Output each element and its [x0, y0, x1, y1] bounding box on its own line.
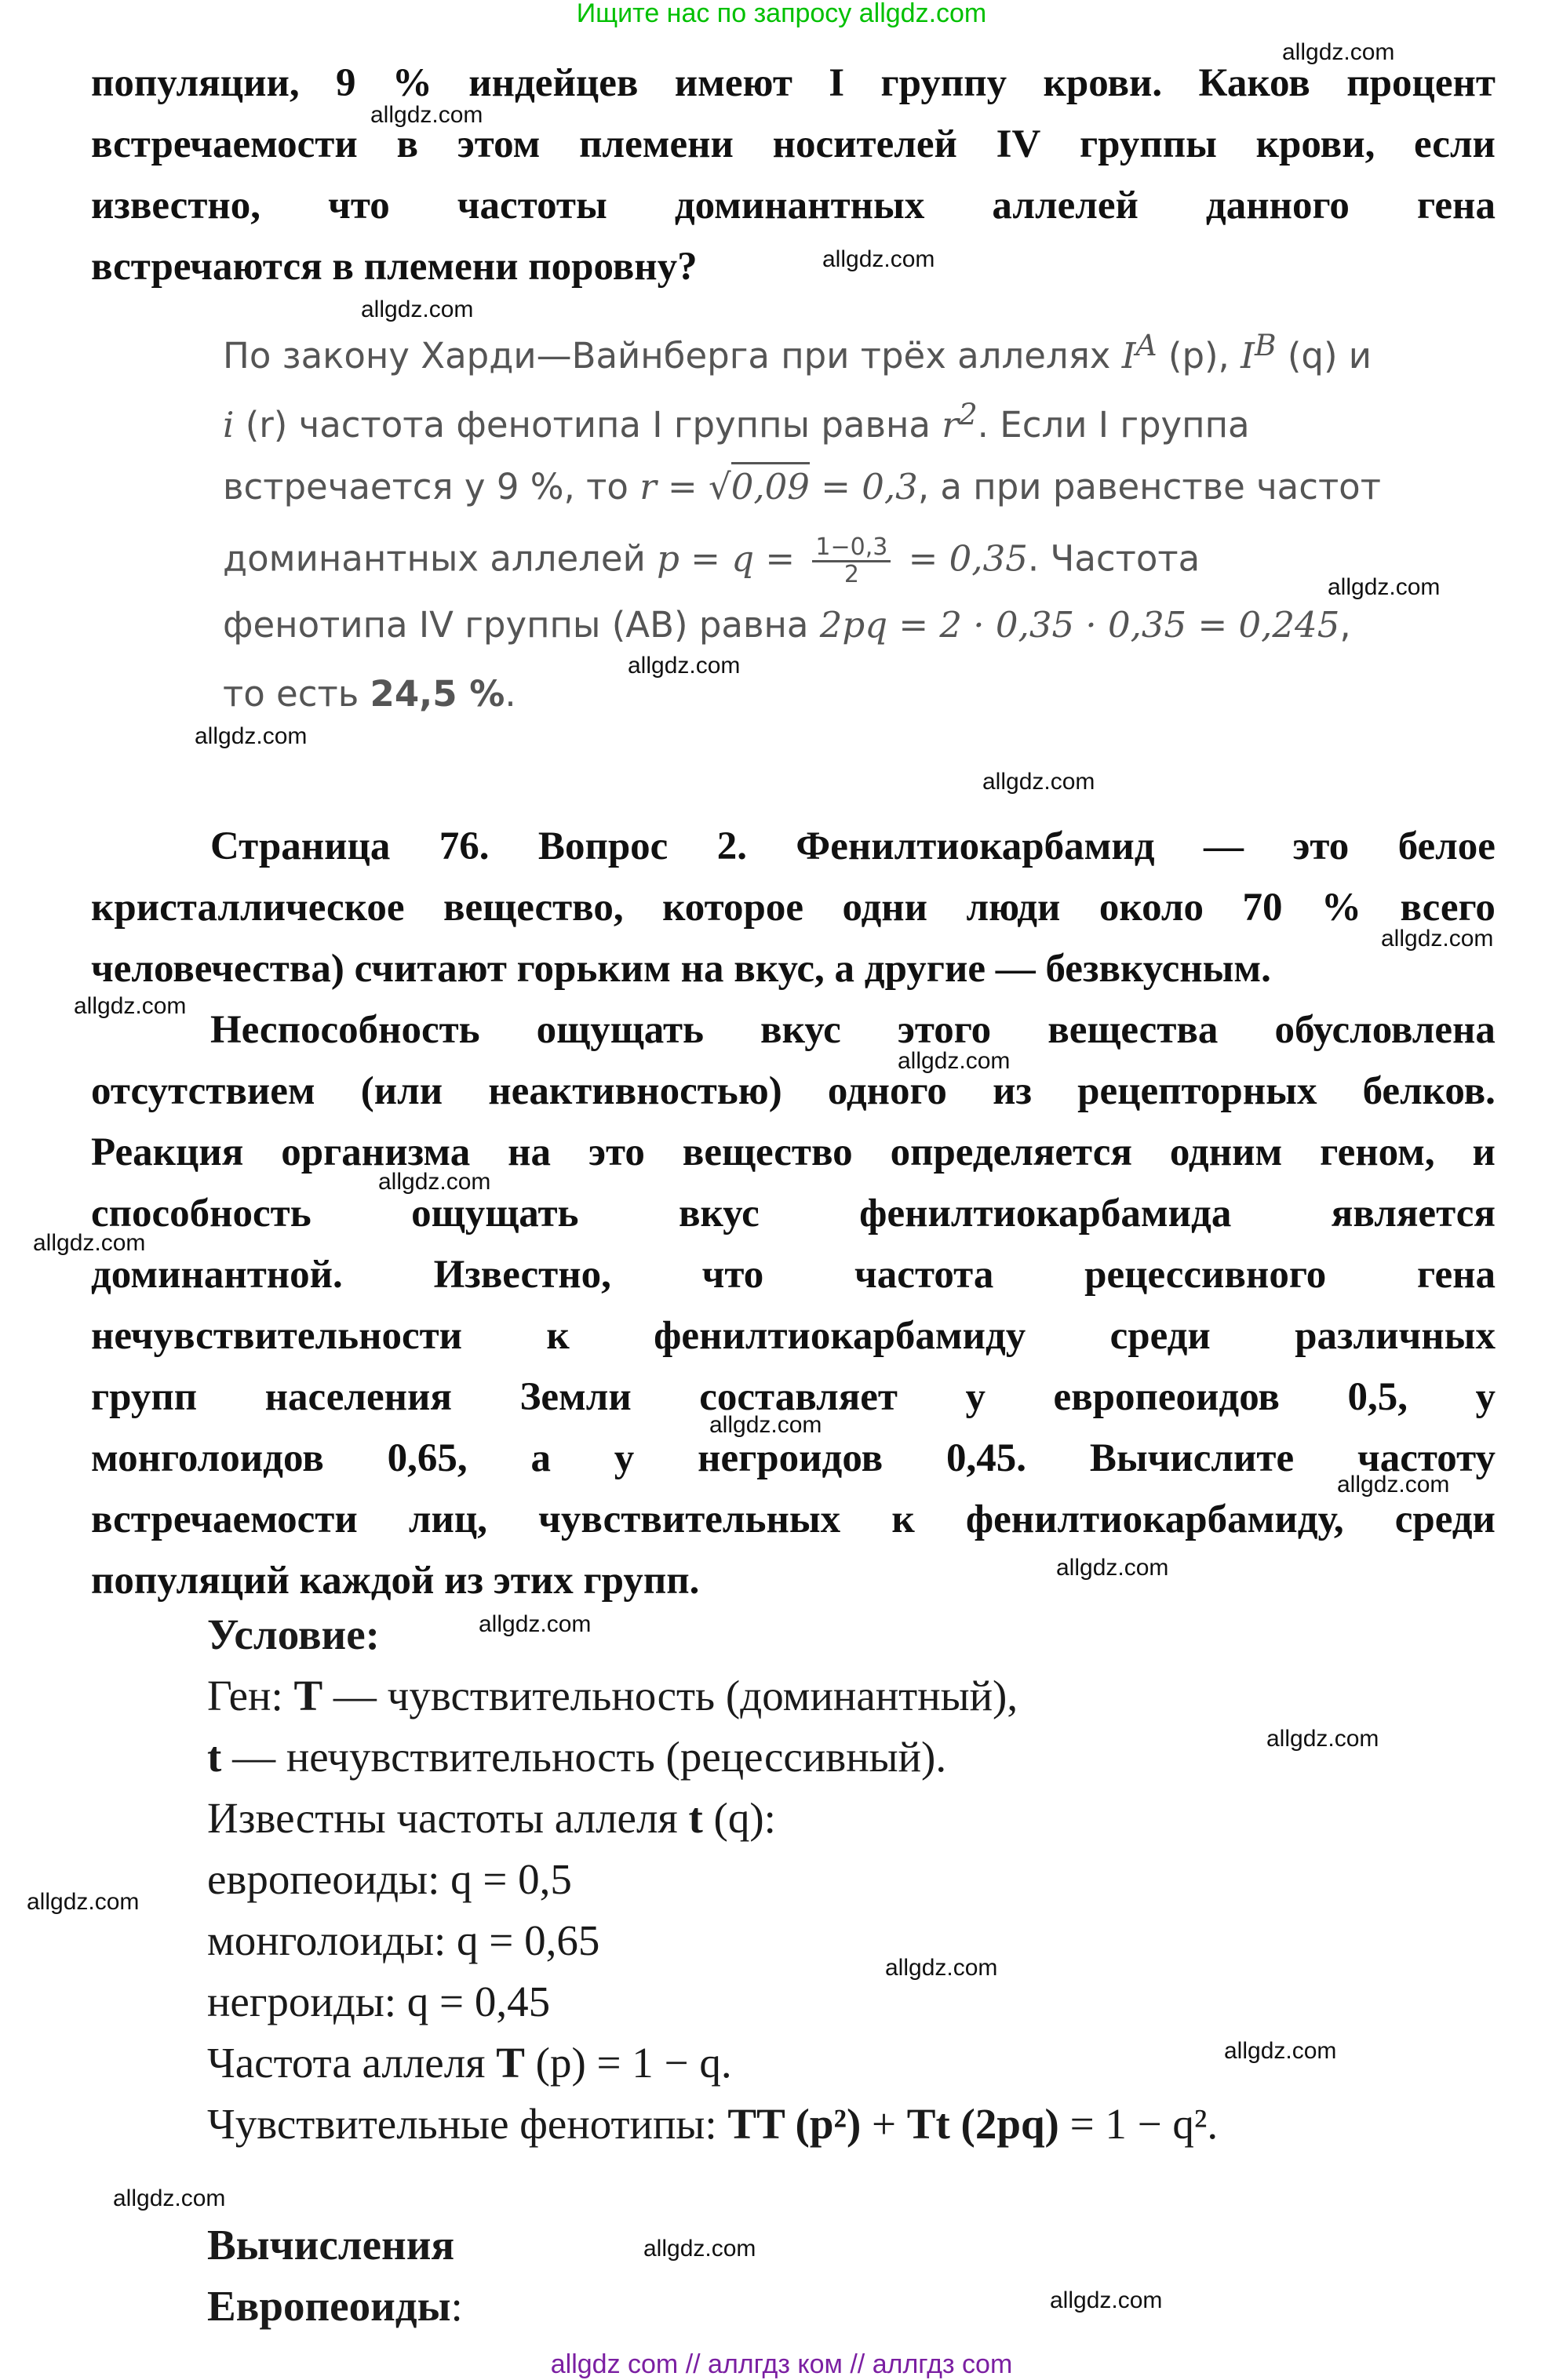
- solution-1-line-1: По закону Харди—Вайнберга при трёх аллелях $I^A$ (p), $I^B$ (q) и: [223, 328, 1372, 377]
- condition-gene-t: t — нечувствительность (рецессивный).: [207, 1733, 947, 1781]
- word: у: [965, 1375, 986, 1419]
- paragraph-line: [91, 1244, 1496, 1305]
- word: индейцев: [468, 61, 639, 105]
- word: частота: [854, 1253, 994, 1297]
- word: вещество: [682, 1130, 853, 1174]
- word: и: [1472, 1130, 1496, 1174]
- word: монголоидов: [91, 1436, 324, 1480]
- word: из: [993, 1069, 1032, 1113]
- word: Реакция: [91, 1130, 244, 1174]
- paragraph-line: [91, 1305, 1496, 1366]
- word: европеоидов: [1053, 1375, 1280, 1419]
- word: среди: [1394, 1498, 1496, 1541]
- paragraph-line: [210, 999, 1496, 1061]
- word: лиц,: [408, 1498, 488, 1541]
- word: у: [614, 1436, 635, 1480]
- paragraph-line: [91, 175, 1496, 236]
- word: люди: [966, 886, 1061, 930]
- paragraph-line: [91, 1061, 1496, 1122]
- word: %: [1321, 886, 1361, 930]
- word: одного: [827, 1069, 947, 1113]
- word: является: [1331, 1192, 1496, 1235]
- word: %: [392, 61, 432, 105]
- word: популяций каждой из этих групп.: [91, 1559, 700, 1603]
- word: I: [829, 61, 845, 105]
- condition-europeoids: европеоиды: q = 0,5: [207, 1855, 572, 1903]
- word: Фенилтиокарбамид: [796, 824, 1155, 868]
- paragraph-line: [91, 114, 1496, 175]
- word: этом: [457, 122, 541, 166]
- condition-negroids: негроиды: q = 0,45: [207, 1978, 551, 2025]
- word: всего: [1400, 886, 1496, 930]
- word: 2.: [716, 824, 747, 868]
- condition-gene-T: Ген: T — чувствительность (доминантный),: [207, 1672, 1018, 1719]
- condition-heading: Условие:: [207, 1610, 380, 1658]
- word: в: [396, 122, 419, 166]
- word: определяется: [890, 1130, 1132, 1174]
- word: имеют: [674, 61, 792, 105]
- word: Вопрос: [537, 824, 669, 868]
- word: известно,: [91, 184, 261, 227]
- word: одни: [842, 886, 928, 930]
- watermark: allgdz.com: [643, 2236, 756, 2262]
- watermark: allgdz.com: [885, 1955, 998, 1981]
- word: частоты: [457, 184, 607, 227]
- watermark: allgdz.com: [27, 1889, 140, 1915]
- watermark: allgdz.com: [709, 1412, 822, 1438]
- word: —: [1203, 824, 1244, 868]
- word: организма: [281, 1130, 471, 1174]
- word: что: [328, 184, 390, 227]
- watermark: allgdz.com: [33, 1230, 146, 1256]
- word: популяции,: [91, 61, 300, 105]
- word: IV: [996, 122, 1041, 166]
- word: 0,45.: [945, 1436, 1026, 1480]
- word: доминантных: [674, 184, 925, 227]
- watermark: allgdz.com: [1337, 1472, 1450, 1498]
- solution-1-line-6: то есть 24,5 %.: [223, 673, 516, 715]
- solution-1-line-4: доминантных аллелей p = q = $\frac{1-0,3}{2}$ = 0,35. Частота: [223, 533, 1200, 588]
- word: способность: [91, 1192, 312, 1235]
- word: отсутствием: [91, 1069, 315, 1113]
- paragraph-line: [91, 1489, 1496, 1550]
- word: гена: [1416, 1253, 1496, 1297]
- word: среди: [1109, 1314, 1211, 1358]
- word: на: [508, 1130, 552, 1174]
- word: Вычислите: [1089, 1436, 1295, 1480]
- watermark: allgdz.com: [982, 769, 1095, 795]
- word: Земли: [519, 1375, 632, 1419]
- word: кристаллическое: [91, 886, 405, 930]
- word: человечества) считают горьким на вкус, а другие — безвкусным.: [91, 947, 1271, 991]
- word: негроидов: [698, 1436, 884, 1480]
- word: (или: [360, 1069, 443, 1113]
- word: 70: [1242, 886, 1283, 930]
- word: носителей: [772, 122, 957, 166]
- word: различных: [1295, 1314, 1496, 1358]
- word: составляет: [699, 1375, 898, 1419]
- solution-1-line-2: i (r) частота фенотипа I группы равна $r^2$. Если I группа: [223, 397, 1250, 446]
- word: частоту: [1357, 1436, 1496, 1480]
- watermark: allgdz.com: [1050, 2287, 1163, 2313]
- watermark: allgdz.com: [1224, 2038, 1337, 2064]
- word: вещество,: [443, 886, 624, 930]
- word: фенилтиокарбамиду,: [965, 1498, 1344, 1541]
- watermark: allgdz.com: [1056, 1555, 1169, 1581]
- watermark: allgdz.com: [370, 102, 483, 128]
- word: фенилтиокарбамиду: [654, 1314, 1026, 1358]
- word: геном,: [1320, 1130, 1435, 1174]
- paragraph-line: [91, 1550, 1496, 1611]
- word: чувствительных: [538, 1498, 841, 1541]
- word: которое: [662, 886, 803, 930]
- word: вещества: [1047, 1008, 1219, 1052]
- word: группу: [880, 61, 1007, 105]
- word: неактивностью): [488, 1069, 782, 1113]
- word: встречаемости: [91, 122, 358, 166]
- word: это: [1292, 824, 1350, 868]
- word: ощущать: [536, 1008, 704, 1052]
- paragraph-line: [91, 1183, 1496, 1244]
- word: гена: [1416, 184, 1496, 227]
- word: если: [1414, 122, 1496, 166]
- calculations-heading: Вычисления: [207, 2221, 455, 2269]
- word: 76.: [439, 824, 490, 868]
- solution-1-line-5: фенотипа IV группы (AB) равна 2pq = 2 · 0,35 · 0,35 = 0,245,: [223, 604, 1351, 646]
- word: ощущать: [411, 1192, 579, 1235]
- watermark: allgdz.com: [1328, 574, 1441, 600]
- watermark: allgdz.com: [74, 993, 187, 1019]
- word: аллелей: [992, 184, 1139, 227]
- watermark: allgdz.com: [1266, 1726, 1379, 1752]
- word: белков.: [1362, 1069, 1496, 1113]
- word: крови,: [1255, 122, 1375, 166]
- word: групп: [91, 1375, 198, 1419]
- word: группы: [1080, 122, 1217, 166]
- word: нечувствительности: [91, 1314, 463, 1358]
- word: встречаемости: [91, 1498, 358, 1541]
- word: племени: [579, 122, 734, 166]
- watermark: allgdz.com: [113, 2185, 226, 2211]
- word: крови.: [1043, 61, 1163, 105]
- word: белое: [1397, 824, 1496, 868]
- word: это: [588, 1130, 645, 1174]
- watermark: allgdz.com: [378, 1169, 491, 1195]
- word: данного: [1205, 184, 1350, 227]
- paragraph-line: [91, 236, 1496, 297]
- word: 0,65,: [387, 1436, 468, 1480]
- word: к: [891, 1498, 915, 1541]
- watermark: allgdz.com: [822, 246, 935, 272]
- word: процент: [1346, 61, 1496, 105]
- word: 0,5,: [1347, 1375, 1408, 1419]
- condition-phenotypes: Чувствительные фенотипы: TT (p²) + Tt (2pq) = 1 − q².: [207, 2100, 1219, 2148]
- word: около: [1098, 886, 1204, 930]
- word: фенилтиокарбамида: [859, 1192, 1232, 1235]
- fraction: $\frac{1-0,3}{2}$: [812, 535, 891, 588]
- word: а: [530, 1436, 551, 1480]
- condition-freq-T: Частота аллеля T (p) = 1 − q.: [207, 2039, 732, 2087]
- watermark: allgdz.com: [898, 1048, 1011, 1074]
- word: 9: [335, 61, 356, 105]
- watermark: allgdz.com: [1282, 39, 1395, 65]
- paragraph-line: [91, 877, 1496, 938]
- word: встречаются в племени поровну?: [91, 245, 698, 289]
- word: населения: [264, 1375, 452, 1419]
- word: рецессивного: [1084, 1253, 1327, 1297]
- word: этого: [897, 1008, 992, 1052]
- watermark: allgdz.com: [1381, 926, 1494, 952]
- word: обусловлена: [1274, 1008, 1496, 1052]
- footer-links[interactable]: allgdz com // аллгдз ком // аллгдз com: [550, 2349, 1013, 2379]
- paragraph-line: [91, 938, 1496, 999]
- paragraph-line: [210, 816, 1496, 877]
- condition-known: Известны частоты аллеля t (q):: [207, 1794, 776, 1842]
- solution-1-line-3: встречается у 9 %, то r = √0,09 = 0,3, а при равенстве частот: [223, 466, 1381, 508]
- word: Страница: [210, 824, 391, 868]
- word: вкус: [760, 1008, 841, 1052]
- word: что: [701, 1253, 764, 1297]
- word: одним: [1169, 1130, 1283, 1174]
- word: к: [546, 1314, 570, 1358]
- watermark: allgdz.com: [361, 297, 474, 322]
- word: рецепторных: [1077, 1069, 1317, 1113]
- condition-mongoloids: монголоиды: q = 0,65: [207, 1916, 600, 1964]
- site-banner[interactable]: Ищите нас по запросу allgdz.com: [576, 0, 987, 28]
- word: Известно,: [433, 1253, 611, 1297]
- europeoids-heading: Европеоиды:: [207, 2282, 463, 2330]
- paragraph-line: [91, 1122, 1496, 1183]
- word: доминантной.: [91, 1253, 343, 1297]
- word: вкус: [678, 1192, 760, 1235]
- word: Неспособность: [210, 1008, 480, 1052]
- watermark: allgdz.com: [479, 1611, 592, 1637]
- word: у: [1475, 1375, 1496, 1419]
- watermark: allgdz.com: [628, 653, 741, 679]
- word: Каков: [1198, 61, 1310, 105]
- watermark: allgdz.com: [195, 723, 308, 749]
